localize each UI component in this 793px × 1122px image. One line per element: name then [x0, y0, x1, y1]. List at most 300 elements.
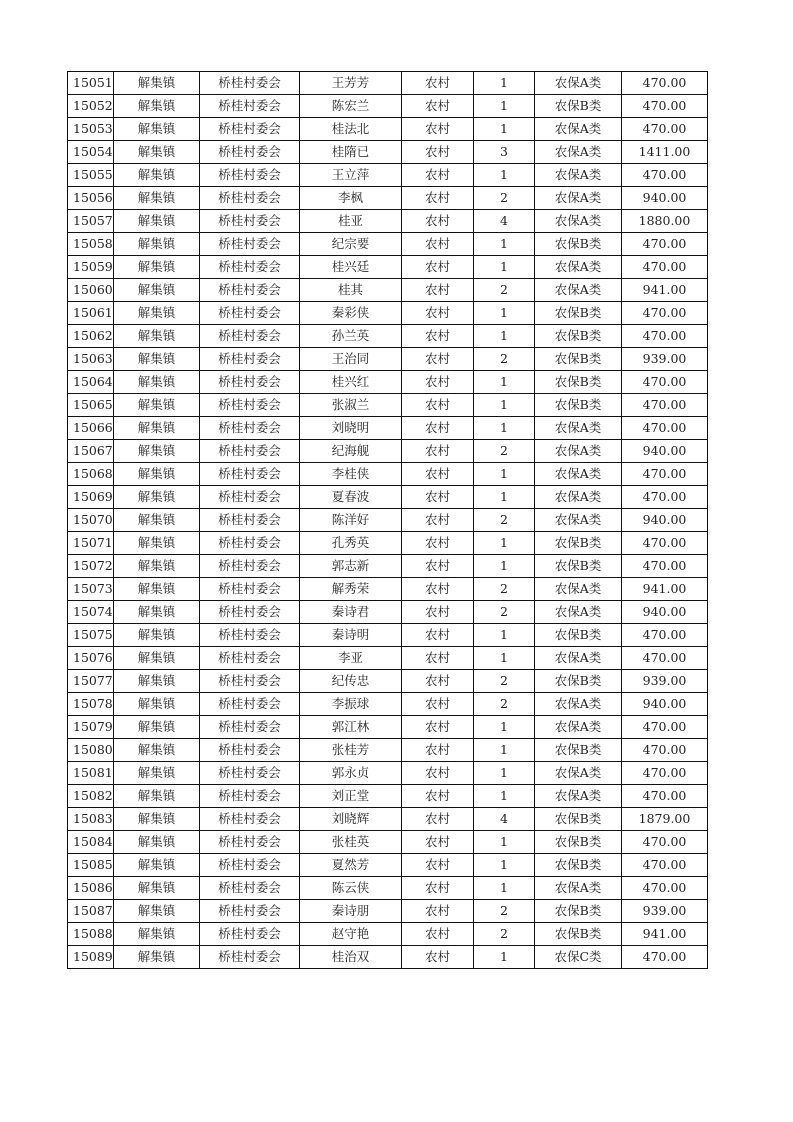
cell-amount: 470.00	[622, 394, 708, 417]
cell-household-type: 农村	[402, 164, 474, 187]
table-row	[68, 716, 708, 739]
cell-category: 农保A类	[535, 279, 622, 302]
cell-village: 桥桂村委会	[200, 854, 300, 877]
cell-village: 桥桂村委会	[200, 302, 300, 325]
cell-household-type: 农村	[402, 95, 474, 118]
cell-household-type: 农村	[402, 141, 474, 164]
cell-household-type: 农村	[402, 371, 474, 394]
cell-household-type: 农村	[402, 302, 474, 325]
cell-town: 解集镇	[114, 141, 200, 164]
cell-town: 解集镇	[114, 831, 200, 854]
cell-town: 解集镇	[114, 647, 200, 670]
cell-household-type: 农村	[402, 72, 474, 95]
cell-amount: 940.00	[622, 440, 708, 463]
cell-name: 李桂侠	[300, 463, 402, 486]
cell-name: 王立萍	[300, 164, 402, 187]
cell-town: 解集镇	[114, 95, 200, 118]
cell-id: 15053	[68, 118, 114, 141]
cell-town: 解集镇	[114, 877, 200, 900]
table-row	[68, 624, 708, 647]
cell-town: 解集镇	[114, 693, 200, 716]
cell-name: 夏然芳	[300, 854, 402, 877]
cell-category: 农保B类	[535, 233, 622, 256]
cell-id: 15068	[68, 463, 114, 486]
cell-person-count: 1	[474, 233, 535, 256]
cell-id: 15070	[68, 509, 114, 532]
cell-village: 桥桂村委会	[200, 325, 300, 348]
cell-town: 解集镇	[114, 532, 200, 555]
table-row	[68, 302, 708, 325]
cell-name: 秦诗君	[300, 601, 402, 624]
cell-category: 农保B类	[535, 854, 622, 877]
cell-name: 郭永贞	[300, 762, 402, 785]
cell-category: 农保A类	[535, 785, 622, 808]
cell-category: 农保B类	[535, 325, 622, 348]
cell-amount: 940.00	[622, 601, 708, 624]
cell-town: 解集镇	[114, 417, 200, 440]
cell-name: 桂隋已	[300, 141, 402, 164]
table-row	[68, 923, 708, 946]
cell-town: 解集镇	[114, 555, 200, 578]
cell-person-count: 1	[474, 946, 535, 969]
cell-id: 15067	[68, 440, 114, 463]
cell-amount: 470.00	[622, 739, 708, 762]
cell-household-type: 农村	[402, 463, 474, 486]
table-row	[68, 693, 708, 716]
cell-town: 解集镇	[114, 440, 200, 463]
cell-amount: 941.00	[622, 923, 708, 946]
cell-category: 农保A类	[535, 118, 622, 141]
cell-amount: 470.00	[622, 486, 708, 509]
cell-id: 15073	[68, 578, 114, 601]
cell-person-count: 1	[474, 95, 535, 118]
cell-name: 桂治双	[300, 946, 402, 969]
cell-household-type: 农村	[402, 440, 474, 463]
table-row	[68, 900, 708, 923]
cell-category: 农保B类	[535, 808, 622, 831]
cell-person-count: 1	[474, 256, 535, 279]
cell-category: 农保B类	[535, 532, 622, 555]
cell-amount: 470.00	[622, 302, 708, 325]
cell-village: 桥桂村委会	[200, 440, 300, 463]
cell-village: 桥桂村委会	[200, 463, 300, 486]
cell-household-type: 农村	[402, 624, 474, 647]
cell-id: 15086	[68, 877, 114, 900]
cell-town: 解集镇	[114, 279, 200, 302]
cell-id: 15087	[68, 900, 114, 923]
cell-id: 15056	[68, 187, 114, 210]
cell-village: 桥桂村委会	[200, 900, 300, 923]
cell-town: 解集镇	[114, 233, 200, 256]
table-row	[68, 164, 708, 187]
cell-name: 陈宏兰	[300, 95, 402, 118]
cell-id: 15080	[68, 739, 114, 762]
cell-name: 孙兰英	[300, 325, 402, 348]
cell-amount: 470.00	[622, 716, 708, 739]
cell-person-count: 1	[474, 371, 535, 394]
cell-person-count: 1	[474, 463, 535, 486]
cell-village: 桥桂村委会	[200, 624, 300, 647]
cell-amount: 470.00	[622, 532, 708, 555]
cell-name: 李振球	[300, 693, 402, 716]
cell-village: 桥桂村委会	[200, 831, 300, 854]
cell-household-type: 农村	[402, 348, 474, 371]
cell-category: 农保A类	[535, 72, 622, 95]
cell-person-count: 1	[474, 417, 535, 440]
cell-id: 15085	[68, 854, 114, 877]
cell-name: 郭志新	[300, 555, 402, 578]
cell-household-type: 农村	[402, 578, 474, 601]
cell-town: 解集镇	[114, 808, 200, 831]
cell-household-type: 农村	[402, 210, 474, 233]
cell-person-count: 2	[474, 440, 535, 463]
table-row	[68, 371, 708, 394]
cell-amount: 470.00	[622, 624, 708, 647]
cell-village: 桥桂村委会	[200, 555, 300, 578]
table-row	[68, 72, 708, 95]
cell-id: 15064	[68, 371, 114, 394]
cell-village: 桥桂村委会	[200, 532, 300, 555]
cell-name: 纪海舰	[300, 440, 402, 463]
cell-id: 15069	[68, 486, 114, 509]
cell-amount: 939.00	[622, 348, 708, 371]
cell-name: 刘晓明	[300, 417, 402, 440]
cell-id: 15062	[68, 325, 114, 348]
cell-village: 桥桂村委会	[200, 279, 300, 302]
cell-name: 王芳芳	[300, 72, 402, 95]
cell-category: 农保B类	[535, 739, 622, 762]
table-row	[68, 555, 708, 578]
cell-id: 15058	[68, 233, 114, 256]
table-row	[68, 509, 708, 532]
cell-person-count: 4	[474, 210, 535, 233]
cell-name: 陈云侠	[300, 877, 402, 900]
cell-id: 15076	[68, 647, 114, 670]
table-row	[68, 739, 708, 762]
cell-town: 解集镇	[114, 670, 200, 693]
cell-amount: 941.00	[622, 578, 708, 601]
cell-id: 15055	[68, 164, 114, 187]
cell-name: 夏春波	[300, 486, 402, 509]
cell-household-type: 农村	[402, 256, 474, 279]
cell-person-count: 2	[474, 693, 535, 716]
cell-name: 王治同	[300, 348, 402, 371]
cell-household-type: 农村	[402, 762, 474, 785]
cell-name: 张淑兰	[300, 394, 402, 417]
cell-person-count: 2	[474, 279, 535, 302]
cell-person-count: 2	[474, 900, 535, 923]
cell-category: 农保C类	[535, 946, 622, 969]
cell-town: 解集镇	[114, 624, 200, 647]
cell-village: 桥桂村委会	[200, 486, 300, 509]
cell-category: 农保A类	[535, 693, 622, 716]
cell-id: 15074	[68, 601, 114, 624]
cell-amount: 939.00	[622, 900, 708, 923]
cell-id: 15051	[68, 72, 114, 95]
cell-person-count: 1	[474, 647, 535, 670]
table-row	[68, 95, 708, 118]
cell-village: 桥桂村委会	[200, 877, 300, 900]
cell-id: 15066	[68, 417, 114, 440]
cell-village: 桥桂村委会	[200, 210, 300, 233]
cell-town: 解集镇	[114, 509, 200, 532]
table-row	[68, 394, 708, 417]
cell-name: 刘正堂	[300, 785, 402, 808]
cell-person-count: 2	[474, 509, 535, 532]
table-row	[68, 647, 708, 670]
cell-person-count: 2	[474, 578, 535, 601]
cell-household-type: 农村	[402, 877, 474, 900]
cell-household-type: 农村	[402, 854, 474, 877]
table-row	[68, 785, 708, 808]
cell-village: 桥桂村委会	[200, 164, 300, 187]
allowance-table	[67, 71, 708, 969]
cell-id: 15089	[68, 946, 114, 969]
cell-person-count: 1	[474, 72, 535, 95]
cell-category: 农保B类	[535, 371, 622, 394]
cell-category: 农保A类	[535, 187, 622, 210]
cell-category: 农保A类	[535, 578, 622, 601]
cell-household-type: 农村	[402, 900, 474, 923]
cell-village: 桥桂村委会	[200, 348, 300, 371]
cell-household-type: 农村	[402, 532, 474, 555]
cell-category: 农保A类	[535, 716, 622, 739]
cell-amount: 939.00	[622, 670, 708, 693]
cell-town: 解集镇	[114, 923, 200, 946]
cell-name: 张桂英	[300, 831, 402, 854]
cell-name: 纪传忠	[300, 670, 402, 693]
table-row	[68, 256, 708, 279]
cell-person-count: 2	[474, 601, 535, 624]
cell-amount: 940.00	[622, 187, 708, 210]
cell-village: 桥桂村委会	[200, 785, 300, 808]
cell-category: 农保B类	[535, 394, 622, 417]
table-row	[68, 187, 708, 210]
cell-town: 解集镇	[114, 946, 200, 969]
cell-name: 解秀荣	[300, 578, 402, 601]
cell-amount: 470.00	[622, 877, 708, 900]
cell-name: 刘晓辉	[300, 808, 402, 831]
cell-name: 张桂芳	[300, 739, 402, 762]
cell-amount: 470.00	[622, 72, 708, 95]
cell-id: 15065	[68, 394, 114, 417]
cell-id: 15061	[68, 302, 114, 325]
table-row	[68, 486, 708, 509]
cell-id: 15063	[68, 348, 114, 371]
table-row	[68, 578, 708, 601]
cell-id: 15075	[68, 624, 114, 647]
cell-town: 解集镇	[114, 210, 200, 233]
cell-person-count: 4	[474, 808, 535, 831]
cell-amount: 940.00	[622, 509, 708, 532]
cell-person-count: 1	[474, 325, 535, 348]
cell-household-type: 农村	[402, 486, 474, 509]
cell-household-type: 农村	[402, 739, 474, 762]
cell-person-count: 1	[474, 739, 535, 762]
cell-town: 解集镇	[114, 325, 200, 348]
cell-town: 解集镇	[114, 463, 200, 486]
cell-village: 桥桂村委会	[200, 670, 300, 693]
cell-town: 解集镇	[114, 118, 200, 141]
cell-category: 农保A类	[535, 647, 622, 670]
cell-amount: 470.00	[622, 785, 708, 808]
cell-household-type: 农村	[402, 785, 474, 808]
cell-person-count: 1	[474, 624, 535, 647]
table-row	[68, 210, 708, 233]
cell-town: 解集镇	[114, 762, 200, 785]
cell-id: 15079	[68, 716, 114, 739]
cell-household-type: 农村	[402, 831, 474, 854]
table-row	[68, 670, 708, 693]
cell-village: 桥桂村委会	[200, 762, 300, 785]
cell-person-count: 3	[474, 141, 535, 164]
cell-town: 解集镇	[114, 578, 200, 601]
cell-id: 15083	[68, 808, 114, 831]
cell-id: 15072	[68, 555, 114, 578]
cell-village: 桥桂村委会	[200, 946, 300, 969]
cell-amount: 1411.00	[622, 141, 708, 164]
cell-category: 农保A类	[535, 762, 622, 785]
cell-household-type: 农村	[402, 509, 474, 532]
cell-amount: 470.00	[622, 256, 708, 279]
cell-village: 桥桂村委会	[200, 141, 300, 164]
cell-household-type: 农村	[402, 693, 474, 716]
cell-category: 农保B类	[535, 923, 622, 946]
cell-person-count: 2	[474, 348, 535, 371]
cell-person-count: 1	[474, 394, 535, 417]
cell-village: 桥桂村委会	[200, 371, 300, 394]
cell-town: 解集镇	[114, 164, 200, 187]
cell-household-type: 农村	[402, 946, 474, 969]
cell-amount: 470.00	[622, 854, 708, 877]
cell-name: 桂亚	[300, 210, 402, 233]
cell-village: 桥桂村委会	[200, 118, 300, 141]
cell-name: 桂法北	[300, 118, 402, 141]
cell-amount: 470.00	[622, 233, 708, 256]
cell-household-type: 农村	[402, 118, 474, 141]
cell-village: 桥桂村委会	[200, 808, 300, 831]
cell-village: 桥桂村委会	[200, 693, 300, 716]
cell-town: 解集镇	[114, 486, 200, 509]
table-row	[68, 854, 708, 877]
cell-amount: 941.00	[622, 279, 708, 302]
cell-id: 15057	[68, 210, 114, 233]
cell-town: 解集镇	[114, 302, 200, 325]
cell-village: 桥桂村委会	[200, 739, 300, 762]
table-row	[68, 348, 708, 371]
cell-town: 解集镇	[114, 371, 200, 394]
cell-household-type: 农村	[402, 394, 474, 417]
cell-household-type: 农村	[402, 325, 474, 348]
cell-household-type: 农村	[402, 279, 474, 302]
cell-category: 农保B类	[535, 831, 622, 854]
cell-amount: 470.00	[622, 831, 708, 854]
table-row	[68, 946, 708, 969]
cell-village: 桥桂村委会	[200, 923, 300, 946]
cell-village: 桥桂村委会	[200, 187, 300, 210]
cell-id: 15054	[68, 141, 114, 164]
cell-name: 赵守艳	[300, 923, 402, 946]
cell-category: 农保A类	[535, 256, 622, 279]
cell-id: 15052	[68, 95, 114, 118]
cell-id: 15077	[68, 670, 114, 693]
cell-category: 农保A类	[535, 210, 622, 233]
cell-id: 15082	[68, 785, 114, 808]
cell-town: 解集镇	[114, 187, 200, 210]
cell-name: 桂兴红	[300, 371, 402, 394]
cell-name: 李亚	[300, 647, 402, 670]
cell-household-type: 农村	[402, 647, 474, 670]
cell-village: 桥桂村委会	[200, 647, 300, 670]
cell-id: 15081	[68, 762, 114, 785]
cell-person-count: 1	[474, 118, 535, 141]
cell-town: 解集镇	[114, 394, 200, 417]
cell-person-count: 2	[474, 187, 535, 210]
cell-amount: 470.00	[622, 946, 708, 969]
cell-category: 农保A类	[535, 164, 622, 187]
cell-name: 桂兴廷	[300, 256, 402, 279]
cell-amount: 1880.00	[622, 210, 708, 233]
cell-town: 解集镇	[114, 900, 200, 923]
cell-category: 农保A类	[535, 440, 622, 463]
cell-town: 解集镇	[114, 256, 200, 279]
cell-person-count: 1	[474, 164, 535, 187]
cell-person-count: 1	[474, 831, 535, 854]
cell-amount: 470.00	[622, 325, 708, 348]
cell-village: 桥桂村委会	[200, 256, 300, 279]
table-row	[68, 417, 708, 440]
cell-id: 15060	[68, 279, 114, 302]
cell-category: 农保A类	[535, 417, 622, 440]
table-row	[68, 141, 708, 164]
cell-category: 农保A类	[535, 141, 622, 164]
cell-amount: 470.00	[622, 164, 708, 187]
cell-category: 农保B类	[535, 555, 622, 578]
cell-village: 桥桂村委会	[200, 233, 300, 256]
cell-category: 农保B类	[535, 348, 622, 371]
cell-household-type: 农村	[402, 417, 474, 440]
table-row	[68, 118, 708, 141]
cell-amount: 470.00	[622, 417, 708, 440]
table-row	[68, 601, 708, 624]
table-row	[68, 279, 708, 302]
cell-category: 农保B类	[535, 900, 622, 923]
cell-village: 桥桂村委会	[200, 716, 300, 739]
cell-amount: 1879.00	[622, 808, 708, 831]
cell-id: 15071	[68, 532, 114, 555]
cell-village: 桥桂村委会	[200, 95, 300, 118]
cell-town: 解集镇	[114, 739, 200, 762]
table-row	[68, 532, 708, 555]
cell-category: 农保A类	[535, 463, 622, 486]
cell-village: 桥桂村委会	[200, 394, 300, 417]
cell-household-type: 农村	[402, 233, 474, 256]
cell-category: 农保A类	[535, 509, 622, 532]
cell-village: 桥桂村委会	[200, 601, 300, 624]
cell-amount: 470.00	[622, 555, 708, 578]
cell-category: 农保A类	[535, 877, 622, 900]
cell-name: 李枫	[300, 187, 402, 210]
cell-name: 陈洋好	[300, 509, 402, 532]
cell-name: 秦诗明	[300, 624, 402, 647]
cell-person-count: 2	[474, 670, 535, 693]
cell-town: 解集镇	[114, 348, 200, 371]
cell-person-count: 1	[474, 854, 535, 877]
cell-person-count: 1	[474, 532, 535, 555]
cell-amount: 470.00	[622, 647, 708, 670]
cell-person-count: 1	[474, 877, 535, 900]
cell-household-type: 农村	[402, 808, 474, 831]
